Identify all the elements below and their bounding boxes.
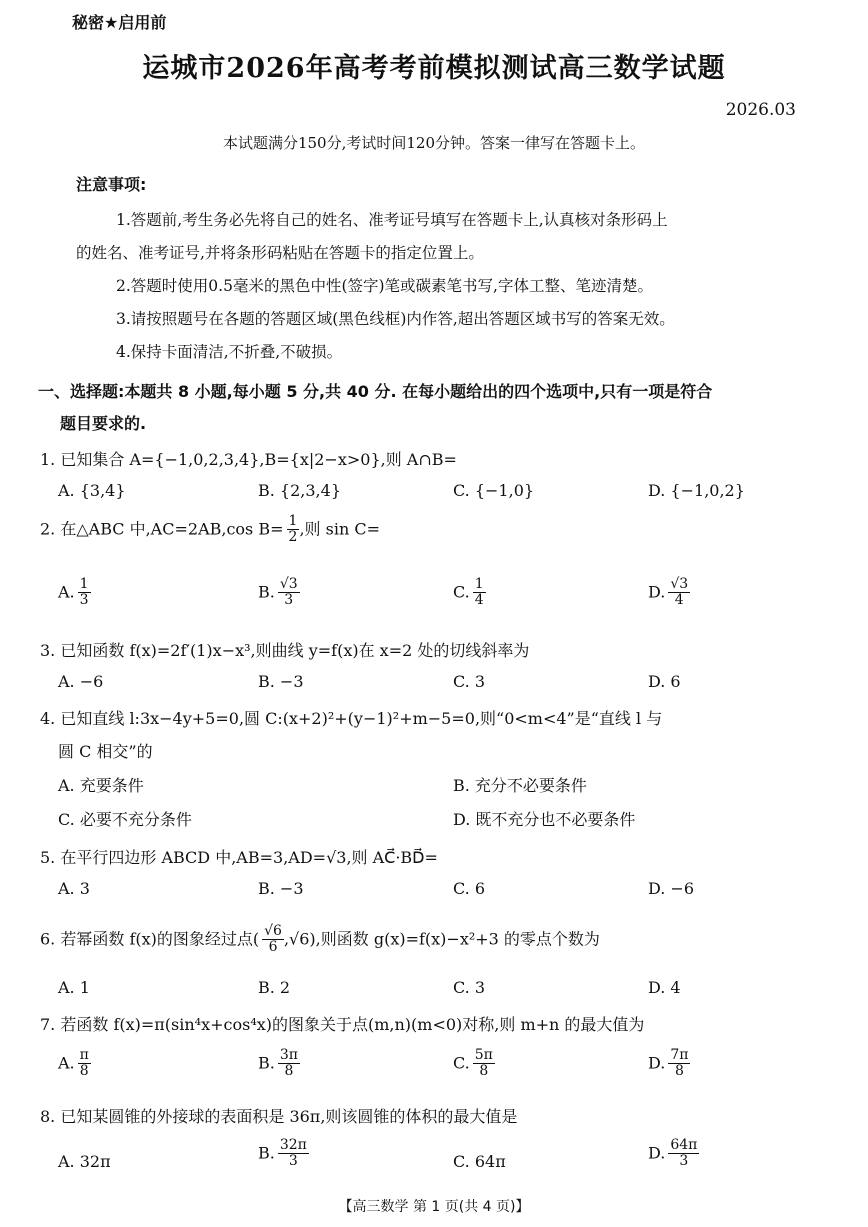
question-7-option-a: A. $\frac{\pi}{8}$ — [58, 1047, 89, 1080]
question-2-option-d: D. $\frac{√3}{4}$ — [648, 576, 689, 609]
question-1-option-a: A. {3,4} — [58, 481, 126, 500]
question-4-option-a: A. 充要条件 — [58, 776, 144, 795]
question-4-option-b: B. 充分不必要条件 — [453, 776, 587, 795]
question-2-option-b: B. $\frac{√3}{3}$ — [258, 576, 298, 609]
question-1-option-c: C. {−1,0} — [453, 481, 535, 500]
question-1-stem: 1. 已知集合 A={−1,0,2,3,4},B={x|2−x>0},则 A∩B= — [40, 450, 457, 469]
question-5-option-b: B. −3 — [258, 879, 304, 898]
exam-title: 运城市2026年高考考前模拟测试高三数学试题 — [142, 53, 726, 84]
exam-intro: 本试题满分150分,考试时间120分钟。答案一律写在答题卡上。 — [222, 134, 646, 152]
question-8-option-c: C. 64π — [453, 1152, 506, 1171]
exam-date: 2026.03 — [725, 100, 796, 120]
question-2-option-a: A. $\frac{1}{3}$ — [58, 576, 89, 609]
question-4-stem: 4. 已知直线 l:3x−4y+5=0,圆 C:(x+2)²+(y−1)²+m−5=0,则“0<m<4”是“直线 l 与 — [40, 709, 663, 728]
question-4-stem-cont: 圆 C 相交”的 — [58, 742, 153, 761]
fraction: $\frac{1}{2}$ — [288, 513, 298, 546]
question-5-option-c: C. 6 — [453, 879, 486, 898]
question-1-option-d: D. {−1,0,2} — [648, 481, 745, 500]
section-heading: 一、选择题:本题共 8 小题,每小题 5 分,共 40 分. 在每小题给出的四个选项中,只有一项是符合 — [38, 382, 713, 401]
confidential-mark: 秘密★启用前 — [72, 13, 167, 32]
question-5-stem: 5. 在平行四边形 ABCD 中,AB=3,AD=√3,则 AC⃗·BD⃗= — [40, 848, 438, 867]
page-footer: 【高三数学 第 1 页(共 4 页)】 — [338, 1199, 530, 1215]
question-3-stem: 3. 已知函数 f(x)=2f′(1)x−x³,则曲线 y=f(x)在 x=2 处的切线斜率为 — [40, 641, 530, 660]
notice-item-2: 2.答题时使用0.5毫米的黑色中性(签字)笔或碳素笔书写,字体工整、笔迹清楚。 — [116, 277, 653, 295]
question-1-option-b: B. {2,3,4} — [258, 481, 341, 500]
question-3-option-b: B. −3 — [258, 672, 304, 691]
question-6-option-c: C. 3 — [453, 978, 486, 997]
question-7-option-c: C. $\frac{5\pi}{8}$ — [453, 1047, 493, 1080]
question-2-option-c: C. $\frac{1}{4}$ — [453, 576, 484, 609]
notice-item-1-cont: 的姓名、准考证号,并将条形码粘贴在答题卡的指定位置上。 — [76, 244, 484, 262]
question-7-option-d: D. $\frac{7\pi}{8}$ — [648, 1047, 689, 1080]
question-8-option-d: D. $\frac{64\pi}{3}$ — [648, 1137, 698, 1170]
notice-item-1: 1.答题前,考生务必先将自己的姓名、准考证号填写在答题卡上,认真核对条形码上 — [116, 211, 668, 229]
question-3-option-d: D. 6 — [648, 672, 681, 691]
question-2-stem: 2. 在△ABC 中,AC=2AB,cos B= $\frac{1}{2}$ ,则 sin C= — [40, 513, 380, 546]
question-8-option-b: B. $\frac{32\pi}{3}$ — [258, 1137, 307, 1170]
question-6-stem: 6. 若幂函数 f(x)的图象经过点( $\frac{√6}{6}$ ,√6),则函数 g(x)=f(x)−x²+3 的零点个数为 — [40, 923, 600, 956]
fraction: $\frac{√6}{6}$ — [264, 923, 282, 956]
question-6-option-b: B. 2 — [258, 978, 291, 997]
question-4-option-c: C. 必要不充分条件 — [58, 810, 192, 829]
question-3-option-a: A. −6 — [58, 672, 104, 691]
question-5-option-d: D. −6 — [648, 879, 695, 898]
question-6-option-d: D. 4 — [648, 978, 681, 997]
question-8-option-a: A. 32π — [58, 1152, 111, 1171]
notice-item-4: 4.保持卡面清洁,不折叠,不破损。 — [116, 343, 343, 361]
question-8-stem: 8. 已知某圆锥的外接球的表面积是 36π,则该圆锥的体积的最大值是 — [40, 1107, 518, 1126]
question-5-option-a: A. 3 — [58, 879, 90, 898]
question-7-stem: 7. 若函数 f(x)=π(sin⁴x+cos⁴x)的图象关于点(m,n)(m<0)对称,则 m+n 的最大值为 — [40, 1015, 645, 1034]
question-3-option-c: C. 3 — [453, 672, 486, 691]
section-heading-cont: 题目要求的. — [60, 414, 147, 433]
notice-item-3: 3.请按照题号在各题的答题区域(黑色线框)内作答,超出答题区域书写的答案无效。 — [116, 310, 675, 328]
question-4-option-d: D. 既不充分也不必要条件 — [453, 810, 636, 829]
notice-heading: 注意事项: — [76, 175, 147, 194]
question-7-option-b: B. $\frac{3\pi}{8}$ — [258, 1047, 298, 1080]
question-6-option-a: A. 1 — [58, 978, 90, 997]
